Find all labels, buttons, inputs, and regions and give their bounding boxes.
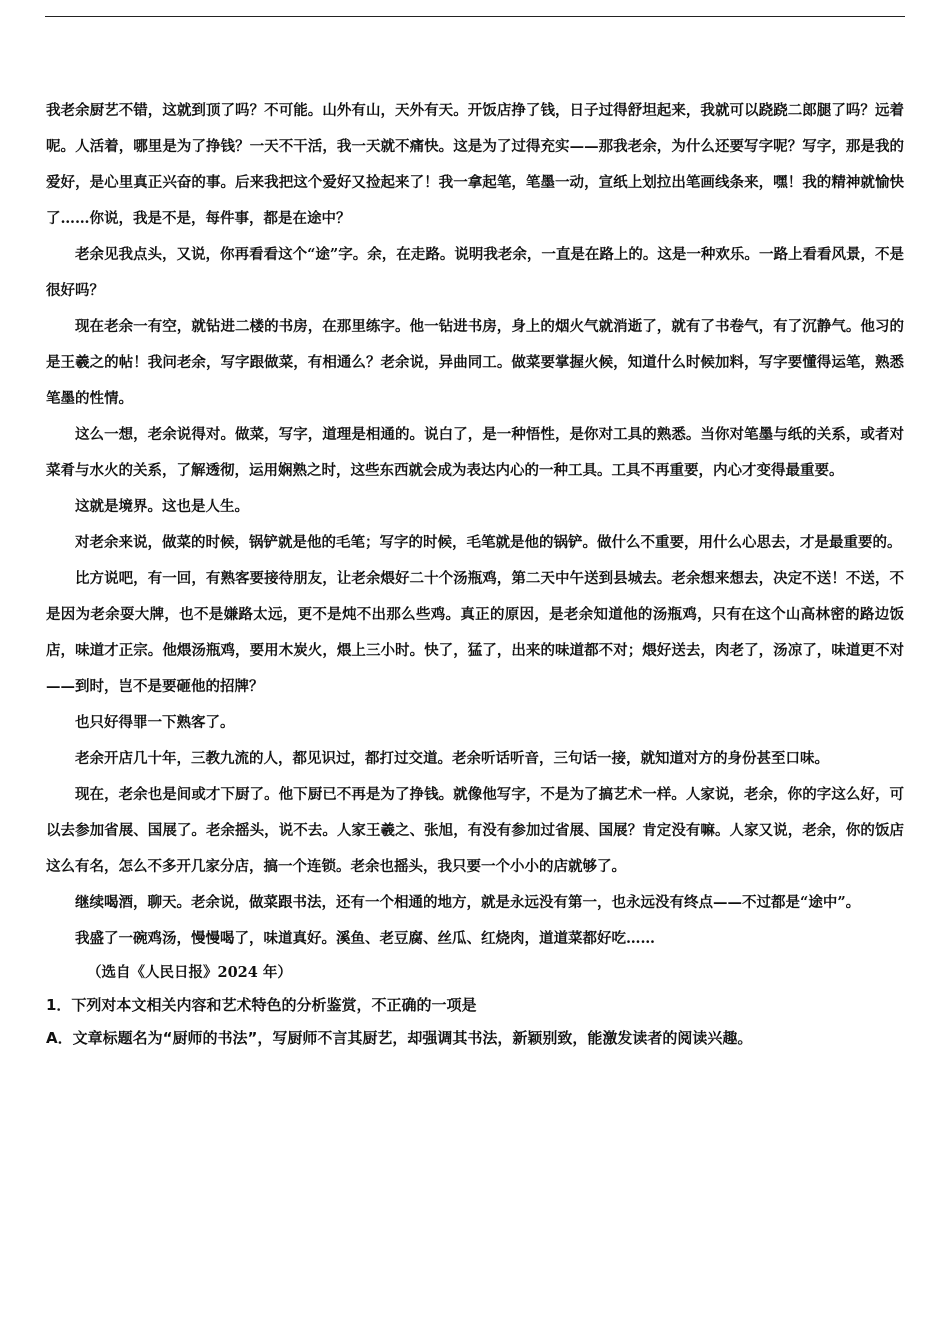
- paragraph: 我盛了一碗鸡汤，慢慢喝了，味道真好。溪鱼、老豆腐、丝瓜、红烧肉，道道菜都好吃……: [75, 930, 655, 947]
- paragraph: 这就是境界。这也是人生。: [75, 498, 249, 515]
- document-body: [46, 93, 904, 1055]
- answer-option-a: A．文章标题名为“厨师的书法”，写厨师不言其厨艺，却强调其书法，新颖别致，能激发读者的阅读兴趣。: [46, 1029, 753, 1047]
- paragraph: 对老余来说，做菜的时候，锅铲就是他的毛笔；写字的时候，毛笔就是他的锅铲。做什么不重要，用什么心思去，才是最重要的。: [75, 534, 902, 551]
- question-stem: 1．下列对本文相关内容和艺术特色的分析鉴赏，不正确的一项是: [46, 996, 477, 1014]
- source-citation: （选自《人民日报》2024 年）: [87, 964, 292, 981]
- paragraph: 比方说吧，有一回，有熟客要接待朋友，让老余煨好二十个汤瓶鸡，第二天中午送到县城去。老余想来想去，决定不送！不送，不是因为老余耍大牌，也不是嫌路太远，更不是炖不出那么些鸡。真正的原因，是老余知道他的汤瓶鸡，只有在这个山高林密的路边饭店，味道才正宗。他煨汤瓶鸡，要用木炭火，煨上三小时。快了，猛了，出来的味道都不对；煨好送去，肉老了，汤凉了，味道更不对——到时，岂不是要砸他的招牌？: [46, 570, 904, 695]
- paragraph: 这么一想，老余说得对。做菜，写字，道理是相通的。说白了，是一种悟性，是你对工具的熟悉。当你对笔墨与纸的关系，或者对菜肴与水火的关系，了解透彻，运用娴熟之时，这些东西就会成为表达内心的一种工具。工具不再重要，内心才变得最重要。: [46, 426, 904, 479]
- paragraph: 现在老余一有空，就钻进二楼的书房，在那里练字。他一钻进书房，身上的烟火气就消逝了，就有了书卷气，有了沉静气。他习的是王羲之的帖！我问老余，写字跟做菜，有相通么？老余说，异曲同工。做菜要掌握火候，知道什么时候加料，写字要懂得运笔，熟悉笔墨的性情。: [46, 318, 904, 407]
- paragraph: 现在，老余也是间或才下厨了。他下厨已不再是为了挣钱。就像他写字，不是为了搞艺术一样。人家说，老余，你的字这么好，可以去参加省展、国展了。老余摇头，说不去。人家王羲之、张旭，有没有参加过省展、国展？肯定没有嘛。人家又说，老余，你的饭店这么有名，怎么不多开几家分店，搞一个连锁。老余也摇头，我只要一个小小的店就够了。: [46, 786, 904, 875]
- paragraph: 老余见我点头，又说，你再看看这个“途”字。余，在走路。说明我老余，一直是在路上的。这是一种欢乐。一路上看看风景，不是很好吗？: [46, 246, 904, 299]
- paragraph: 继续喝酒，聊天。老余说，做菜跟书法，还有一个相通的地方，就是永远没有第一，也永远没有终点——不过都是“途中”。: [75, 894, 861, 911]
- paragraph: 老余开店几十年，三教九流的人，都见识过，都打过交道。老余听话听音，三句话一接，就知道对方的身份甚至口味。: [75, 750, 829, 767]
- paragraph: 我老余厨艺不错，这就到顶了吗？不可能。山外有山，天外有天。开饭店挣了钱，日子过得舒坦起来，我就可以跷跷二郎腿了吗？远着呢。人活着，哪里是为了挣钱？一天不干活，我一天就不痛快。这是为了过得充实——那我老余，为什么还要写字呢？写字，那是我的爱好，是心里真正兴奋的事。后来我把这个爱好又捡起来了！我一拿起笔，笔墨一动，宣纸上划拉出笔画线条来，嘿！我的精神就愉快了……你说，我是不是，每件事，都是在途中？: [46, 102, 904, 227]
- header-rule: [45, 16, 905, 17]
- paragraph: 也只好得罪一下熟客了。: [75, 714, 235, 731]
